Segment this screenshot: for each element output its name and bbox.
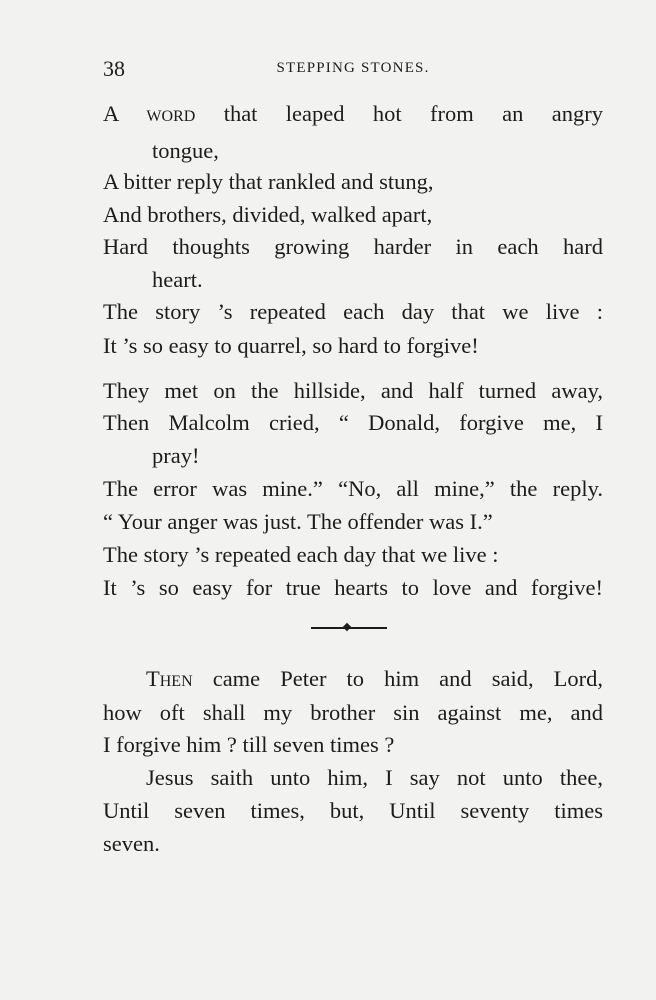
prose-line: Jesus saith unto him, I say not unto thee, <box>146 765 603 790</box>
page-header <box>103 54 603 84</box>
prose-line: Then came Peter to him and said, Lord, <box>146 666 603 691</box>
poem-line: The story ’s repeated each day that we live : <box>103 299 603 324</box>
poem-line: A bitter reply that rankled and stung, <box>103 169 434 194</box>
poem-line: It ’s so easy for true hearts to love and forgive! <box>103 575 603 600</box>
prose-line: I forgive him ? till seven times ? <box>103 732 395 757</box>
poem-line: heart. <box>152 267 203 292</box>
poem-line: It ’s so easy to quarrel, so hard to forgive! <box>103 333 479 358</box>
poem-line: They met on the hillside, and half turned away, <box>103 378 603 403</box>
prose-line: how oft shall my brother sin against me, and <box>103 700 603 725</box>
prose-line: seven. <box>103 831 160 856</box>
running-title: STEPPING STONES. <box>276 60 430 76</box>
poem-line: And brothers, divided, walked apart, <box>103 202 433 227</box>
poem-line: Hard thoughts growing harder in each hard <box>103 234 603 259</box>
section-divider-ornament <box>311 627 387 629</box>
poem-line: The story ’s repeated each day that we live : <box>103 542 499 567</box>
poem-line: The error was mine.” “No, all mine,” the reply. <box>103 476 603 501</box>
poem-line: pray! <box>152 443 200 468</box>
prose-line: Until seven times, but, Until seventy times <box>103 798 603 823</box>
page-number: 38 <box>103 56 125 81</box>
poem-line: A word that leaped hot from an angry <box>103 101 604 126</box>
poem-line: “ Your anger was just. The offender was I.” <box>103 509 493 534</box>
poem-line: tongue, <box>152 138 219 163</box>
poem-line: Then Malcolm cried, “ Donald, forgive me, I <box>103 410 603 435</box>
